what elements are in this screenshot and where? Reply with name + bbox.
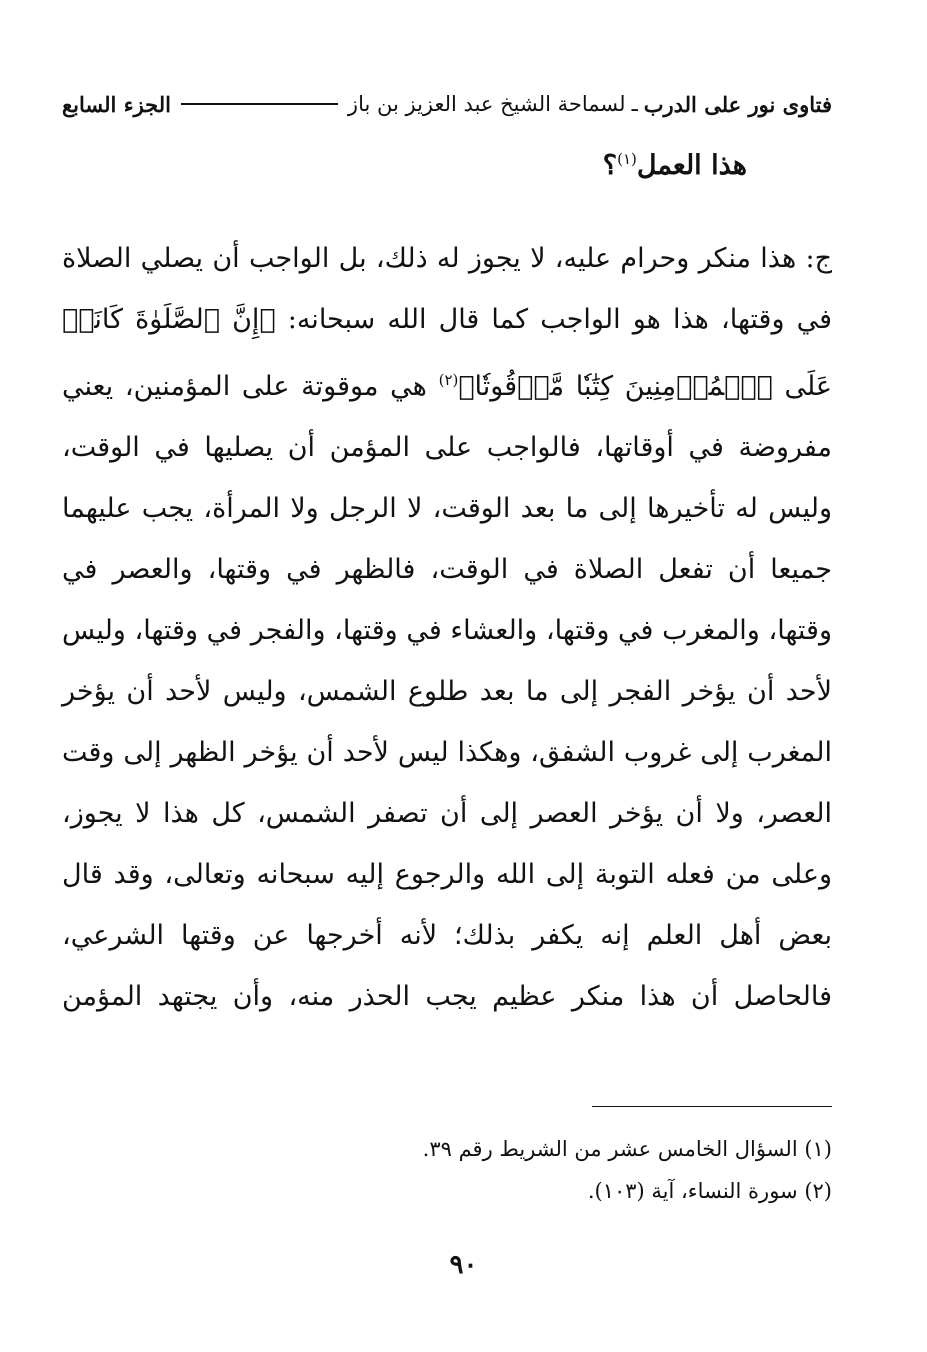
footnote-2: (٢) سورة النساء، آية (١٠٣).	[587, 1179, 832, 1203]
running-header	[62, 84, 832, 124]
page-number: ٩٠	[449, 1250, 478, 1280]
question-end	[603, 150, 747, 181]
quran-verse: ﴿إِنَّ ٱلصَّلَوٰةَ كَانَتۡ عَلَى ٱلۡمُؤۡمِنِينَ كِتَٰبٗا مَّوۡقُوتٗا﴾	[62, 304, 832, 402]
answer-body	[62, 228, 832, 1027]
answer-text-part-2: هي موقوتة على المؤمنين، يعني مفروضة في أوقاتها، فالواجب على المؤمن أن يصليها في الوقت، وليس له تأخيرها إلى ما بعد الوقت، لا الرجل ولا المرأة، يجب عليهما جميعا أن تفعل الصلاة في الوقت، فالظهر في وقتها، والعصر في وقتها، والمغرب في وقتها، والعشاء في وقتها، والفجر في وقتها، وليس لأحد أن يؤخر الفجر إلى ما بعد طلوع الشمس، وليس لأحد أن يؤخر المغرب إلى غروب الشفق، وهكذا ليس لأحد أن يؤخر الظهر إلى وقت العصر، ولا أن يؤخر العصر إلى أن تصفر الشمس، كل هذا لا يجوز، وعلى من فعله التوبة إلى الله والرجوع إليه سبحانه وتعالى، وقد قال بعض أهل العلم إنه يكفر بذلك؛ لأنه أخرجها عن وقتها الشرعي، فالحاصل أن هذا منكر عظيم يجب الحذر منه، وأن يجتهد المؤمن	[62, 371, 832, 1012]
volume-label: الجزء السابع	[62, 91, 171, 117]
answer-text-part-1: ج: هذا منكر وحرام عليه، لا يجوز له ذلك، بل الواجب أن يصلي الصلاة في وقتها، هذا هو الواجب كما قال الله سبحانه:	[62, 243, 832, 335]
header-author: لسماحة الشيخ عبد العزيز بن باز	[347, 92, 626, 116]
footnote-ref-1: (١)	[617, 150, 637, 168]
answer-paragraph	[62, 228, 832, 1027]
footnote-1: (١) السؤال الخامس عشر من الشريط رقم ٣٩.	[422, 1137, 832, 1161]
header-rule	[181, 103, 338, 105]
header-separator: ـ	[631, 92, 638, 116]
question-mark: ؟	[602, 150, 618, 181]
book-title: فتاوى نور على الدرب	[643, 91, 832, 117]
footnote-separator	[592, 1106, 832, 1107]
question-text: هذا العمل	[636, 150, 747, 181]
footnote-ref-2: (٢)	[438, 371, 459, 389]
footnotes	[232, 1128, 832, 1212]
